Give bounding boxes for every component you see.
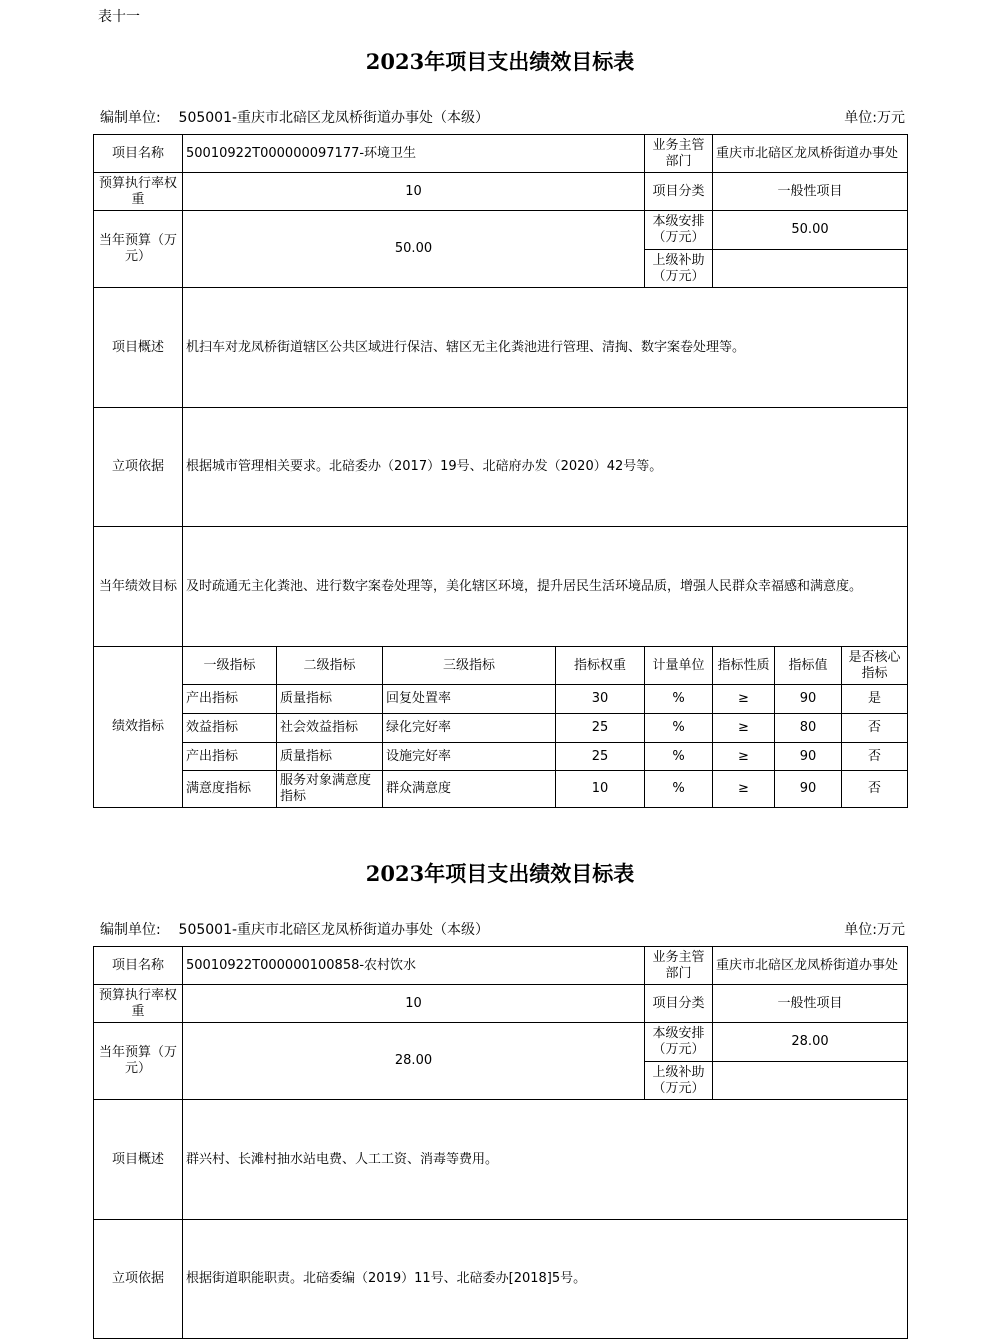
goal-value: 及时疏通无主化粪池、进行数字案卷处理等，美化辖区环境，提升居民生活环境品质，增强人民群众幸福感和满意度。 <box>183 527 908 647</box>
value-cell: 90 <box>775 771 842 808</box>
label-project-name: 项目名称 <box>94 947 183 985</box>
header-level2: 二级指标 <box>277 647 383 685</box>
form-meta <box>100 919 905 939</box>
core-cell: 是 <box>842 685 908 714</box>
budget-value: 28.00 <box>183 1023 645 1100</box>
label-project-name: 项目名称 <box>94 135 183 173</box>
label-basis: 立项依据 <box>94 408 183 527</box>
table-title: 2023年项目支出绩效目标表 <box>365 49 635 74</box>
value-cell: 80 <box>775 714 842 743</box>
category-value: 一般性项目 <box>713 173 908 211</box>
value-cell: 90 <box>775 685 842 714</box>
basis-value: 根据街道职能职责。北碚委编（2019）11号、北碚委办[2018]5号。 <box>183 1220 908 1339</box>
header-weight: 指标权重 <box>556 647 645 685</box>
label-budget: 当年预算（万元） <box>94 1023 183 1100</box>
project-name-value: 50010922T000000097177-环境卫生 <box>183 135 645 173</box>
weight-cell: 25 <box>556 743 645 771</box>
header-level1: 一级指标 <box>183 647 277 685</box>
core-cell: 否 <box>842 714 908 743</box>
weight-value: 10 <box>183 985 645 1023</box>
unit-label: 单位:万元 <box>844 110 905 126</box>
table-title: 2023年项目支出绩效目标表 <box>365 861 635 886</box>
weight-cell: 10 <box>556 771 645 808</box>
level3-cell: 设施完好率 <box>383 743 556 771</box>
core-cell: 否 <box>842 743 908 771</box>
level2-cell: 质量指标 <box>277 685 383 714</box>
label-upper: 上级补助（万元） <box>645 1062 713 1100</box>
upper-value <box>713 250 908 288</box>
form-meta <box>100 107 905 127</box>
performance-table <box>93 134 908 808</box>
label-dept: 业务主管部门 <box>645 947 713 985</box>
label-category: 项目分类 <box>645 173 713 211</box>
unit-cell: % <box>645 771 713 808</box>
header-value: 指标值 <box>775 647 842 685</box>
level2-cell: 服务对象满意度指标 <box>277 771 383 808</box>
nature-cell: ≥ <box>713 771 775 808</box>
overview-value: 群兴村、长滩村抽水站电费、人工工资、消毒等费用。 <box>183 1100 908 1220</box>
weight-value: 10 <box>183 173 645 211</box>
level3-cell: 群众满意度 <box>383 771 556 808</box>
org-label: 编制单位: <box>100 922 161 938</box>
table-row <box>94 771 908 808</box>
dept-value: 重庆市北碚区龙凤桥街道办事处 <box>713 135 908 173</box>
nature-cell: ≥ <box>713 743 775 771</box>
project-name-value: 50010922T000000100858-农村饮水 <box>183 947 645 985</box>
label-local: 本级安排（万元） <box>645 1023 713 1062</box>
level1-cell: 产出指标 <box>183 685 277 714</box>
label-weight: 预算执行率权重 <box>94 985 183 1023</box>
unit-cell: % <box>645 714 713 743</box>
table-row <box>94 685 908 714</box>
corner-label: 表十一 <box>98 9 140 25</box>
label-indicators: 绩效指标 <box>94 647 183 808</box>
nature-cell: ≥ <box>713 685 775 714</box>
header-core: 是否核心指标 <box>842 647 908 685</box>
level2-cell: 质量指标 <box>277 743 383 771</box>
label-budget: 当年预算（万元） <box>94 211 183 288</box>
org-label: 编制单位: <box>100 110 161 126</box>
local-value: 28.00 <box>713 1023 908 1062</box>
label-goal: 当年绩效目标 <box>94 527 183 647</box>
header-nature: 指标性质 <box>713 647 775 685</box>
label-basis: 立项依据 <box>94 1220 183 1339</box>
unit-cell: % <box>645 743 713 771</box>
weight-cell: 25 <box>556 714 645 743</box>
label-category: 项目分类 <box>645 985 713 1023</box>
weight-cell: 30 <box>556 685 645 714</box>
unit-cell: % <box>645 685 713 714</box>
dept-value: 重庆市北碚区龙凤桥街道办事处 <box>713 947 908 985</box>
label-overview: 项目概述 <box>94 1100 183 1220</box>
budget-value: 50.00 <box>183 211 645 288</box>
table-row <box>94 714 908 743</box>
basis-value: 根据城市管理相关要求。北碚委办（2017）19号、北碚府办发（2020）42号等。 <box>183 408 908 527</box>
category-value: 一般性项目 <box>713 985 908 1023</box>
level1-cell: 产出指标 <box>183 743 277 771</box>
level1-cell: 满意度指标 <box>183 771 277 808</box>
upper-value <box>713 1062 908 1100</box>
value-cell: 90 <box>775 743 842 771</box>
performance-table <box>93 946 908 1339</box>
org-value: 505001-重庆市北碚区龙凤桥街道办事处（本级） <box>178 922 490 938</box>
local-value: 50.00 <box>713 211 908 250</box>
label-dept: 业务主管部门 <box>645 135 713 173</box>
unit-label: 单位:万元 <box>844 922 905 938</box>
org-value: 505001-重庆市北碚区龙凤桥街道办事处（本级） <box>178 110 490 126</box>
level3-cell: 回复处置率 <box>383 685 556 714</box>
header-level3: 三级指标 <box>383 647 556 685</box>
level1-cell: 效益指标 <box>183 714 277 743</box>
level3-cell: 绿化完好率 <box>383 714 556 743</box>
overview-value: 机扫车对龙凤桥街道辖区公共区域进行保洁、辖区无主化粪池进行管理、清掏、数字案卷处理等。 <box>183 288 908 408</box>
header-unit: 计量单位 <box>645 647 713 685</box>
label-upper: 上级补助（万元） <box>645 250 713 288</box>
table-row <box>94 743 908 771</box>
core-cell: 否 <box>842 771 908 808</box>
label-weight: 预算执行率权重 <box>94 173 183 211</box>
label-overview: 项目概述 <box>94 288 183 408</box>
nature-cell: ≥ <box>713 714 775 743</box>
label-local: 本级安排（万元） <box>645 211 713 250</box>
level2-cell: 社会效益指标 <box>277 714 383 743</box>
